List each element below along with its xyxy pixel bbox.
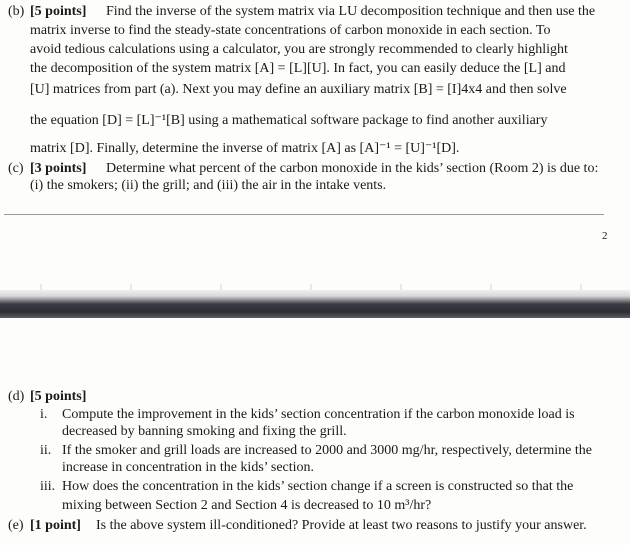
part-b-points: [5 points]	[30, 4, 87, 19]
page-divider	[4, 214, 604, 215]
part-d-item-3-num: iii.	[40, 479, 56, 494]
part-b-line-7: matrix [D]. Finally, determine the inverse of matrix [A] as [A]⁻¹ = [U]⁻¹[D].	[30, 141, 460, 156]
part-c-line-1: Determine what percent of the carbon monoxide in the kids’ section (Room 2) is due to:	[106, 161, 599, 176]
page-bottom	[0, 318, 630, 545]
part-d-item-2-num: ii.	[40, 443, 52, 458]
part-d-item-1-num: i.	[40, 407, 48, 422]
part-d-points: [5 points]	[30, 389, 87, 404]
part-b-line-5: [U] matrices from part (a). Next you may define an auxiliary matrix [B] = [I]4x4 and then solve	[30, 82, 567, 97]
part-d-item-3-line-1: How does the concentration in the kids’ section change if a screen is constructed so that the	[62, 479, 574, 494]
part-b-line-4: the decomposition of the system matrix [A] = [L][U]. In fact, you can easily deduce the [L] and	[30, 61, 566, 76]
part-c-points: [3 points]	[30, 161, 87, 176]
part-d-item-1-line-1: Compute the improvement in the kids’ section concentration if the carbon monoxide load is	[62, 407, 575, 422]
page-number: 2	[602, 230, 608, 242]
part-b-label: (b)	[8, 4, 25, 19]
part-e-line: Is the above system ill-conditioned? Provide at least two reasons to justify your answer.	[96, 518, 587, 533]
part-b-line-1: Find the inverse of the system matrix via LU decomposition technique and then use the	[106, 4, 596, 19]
page-gap	[0, 290, 630, 318]
part-b-line-3: avoid tedious calculations using a calculator, you are strongly recommended to clearly highlight	[30, 42, 568, 57]
part-e-label: (e)	[8, 518, 24, 533]
part-d-item-2-line-1: If the smoker and grill loads are increased to 2000 and 3000 mg/hr, respectively, determine the	[62, 443, 592, 458]
part-c-line-2: (i) the smokers; (ii) the grill; and (iii) the air in the intake vents.	[30, 178, 387, 193]
part-d-item-2-line-2: increase in concentration in the kids’ section.	[62, 460, 315, 475]
part-c-label: (c)	[8, 161, 24, 176]
part-d-item-1-line-2: decreased by banning smoking and fixing the grill.	[62, 424, 347, 439]
part-d-label: (d)	[8, 389, 25, 404]
part-e-points: [1 point]	[30, 518, 81, 533]
part-b-line-2: matrix inverse to find the steady-state concentrations of carbon monoxide in each section. To	[30, 23, 551, 38]
part-d-item-3-line-2: mixing between Section 2 and Section 4 is decreased to 10 m³/hr?	[62, 498, 432, 513]
part-b-line-6: the equation [D] = [L]⁻¹[B] using a mathematical software package to find another auxiliary	[30, 113, 548, 128]
